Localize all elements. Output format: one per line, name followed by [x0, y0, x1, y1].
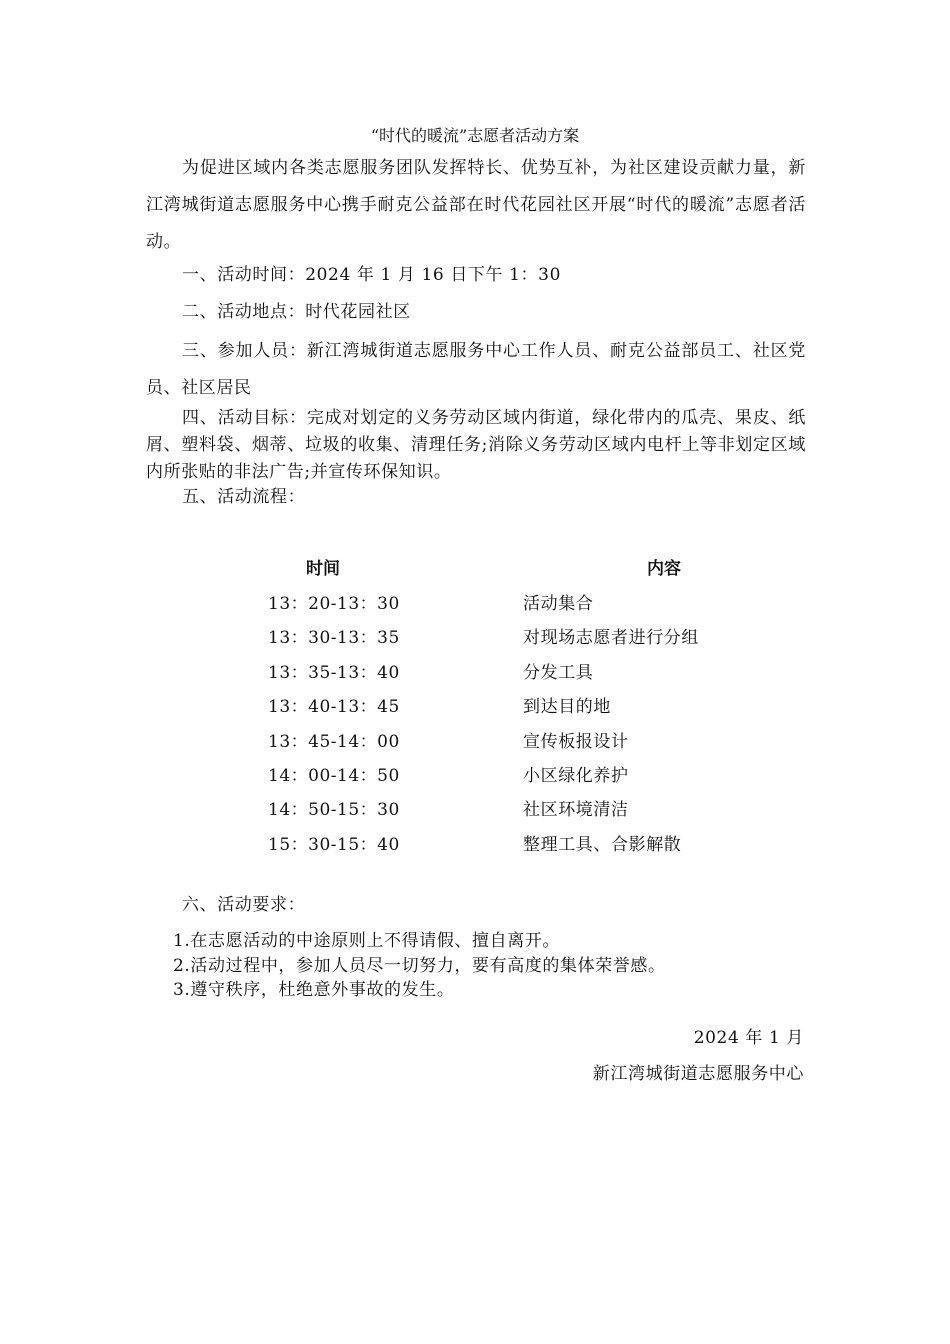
section-time: 一、活动时间：2024 年 1 月 16 日下午 1：30: [182, 265, 561, 285]
table-row: [0, 795, 950, 829]
table-row: [0, 589, 950, 623]
row-content: 对现场志愿者进行分组: [523, 628, 699, 648]
requirement-item: 3.遵守秩序，杜绝意外事故的发生。: [173, 980, 455, 1000]
requirement-item: 1.在志愿活动的中途原则上不得请假、擅自离开。: [173, 931, 561, 951]
requirement-item: 2.活动过程中，参加人员尽一切努力，要有高度的集体荣誉感。: [173, 956, 666, 976]
row-content: 小区绿化养护: [523, 766, 629, 786]
row-content: 分发工具: [523, 663, 594, 683]
document-date: 2024 年 1 月: [693, 1028, 804, 1048]
section-location: 二、活动地点：时代花园社区: [182, 302, 411, 322]
row-time: 14：50-15：30: [268, 800, 400, 820]
row-content: 宣传板报设计: [523, 732, 629, 752]
table-header-time: 时间: [306, 559, 340, 579]
section-flow: 五、活动流程：: [182, 487, 306, 507]
table-row: [0, 761, 950, 795]
table-row: [0, 692, 950, 726]
row-time: 13：45-14：00: [268, 732, 400, 752]
row-time: 13：40-13：45: [268, 697, 400, 717]
section-goal: 四、活动目标：完成对划定的义务劳动区域内街道，绿化带内的瓜壳、果皮、纸屑、塑料袋、烟蒂、垃圾的收集、清理任务;消除义务劳动区域内电杆上等非划定区域内所张贴的非法广告;并宣传环保知识。: [146, 408, 806, 482]
row-content: 社区环境清洁: [523, 800, 629, 820]
row-time: 13：30-13：35: [268, 628, 400, 648]
section-participants: 三、参加人员：新江湾城街道志愿服务中心工作人员、耐克公益部员工、社区党员、社区居民: [146, 341, 806, 398]
row-content: 到达目的地: [523, 697, 611, 717]
document-issuer: 新江湾城街道志愿服务中心: [592, 1064, 804, 1084]
table-row: [0, 623, 950, 657]
section-requirements: 六、活动要求：: [182, 895, 306, 915]
row-content: 整理工具、合影解散: [523, 835, 682, 855]
row-time: 14：00-14：50: [268, 766, 400, 786]
table-header-content: 内容: [647, 559, 681, 579]
table-row: [0, 830, 950, 864]
row-time: 13：35-13：40: [268, 663, 400, 683]
table-row: [0, 727, 950, 761]
intro-paragraph: 为促进区域内各类志愿服务团队发挥特长、优势互补，为社区建设贡献力量，新江湾城街道志愿服务中心携手耐克公益部在时代花园社区开展“时代的暖流”志愿者活动。: [146, 158, 806, 252]
row-content: 活动集合: [523, 594, 594, 614]
table-row: [0, 658, 950, 692]
row-time: 13：20-13：30: [268, 594, 400, 614]
document-title: “时代的暖流”志愿者活动方案: [370, 126, 580, 145]
row-time: 15：30-15：40: [268, 835, 400, 855]
